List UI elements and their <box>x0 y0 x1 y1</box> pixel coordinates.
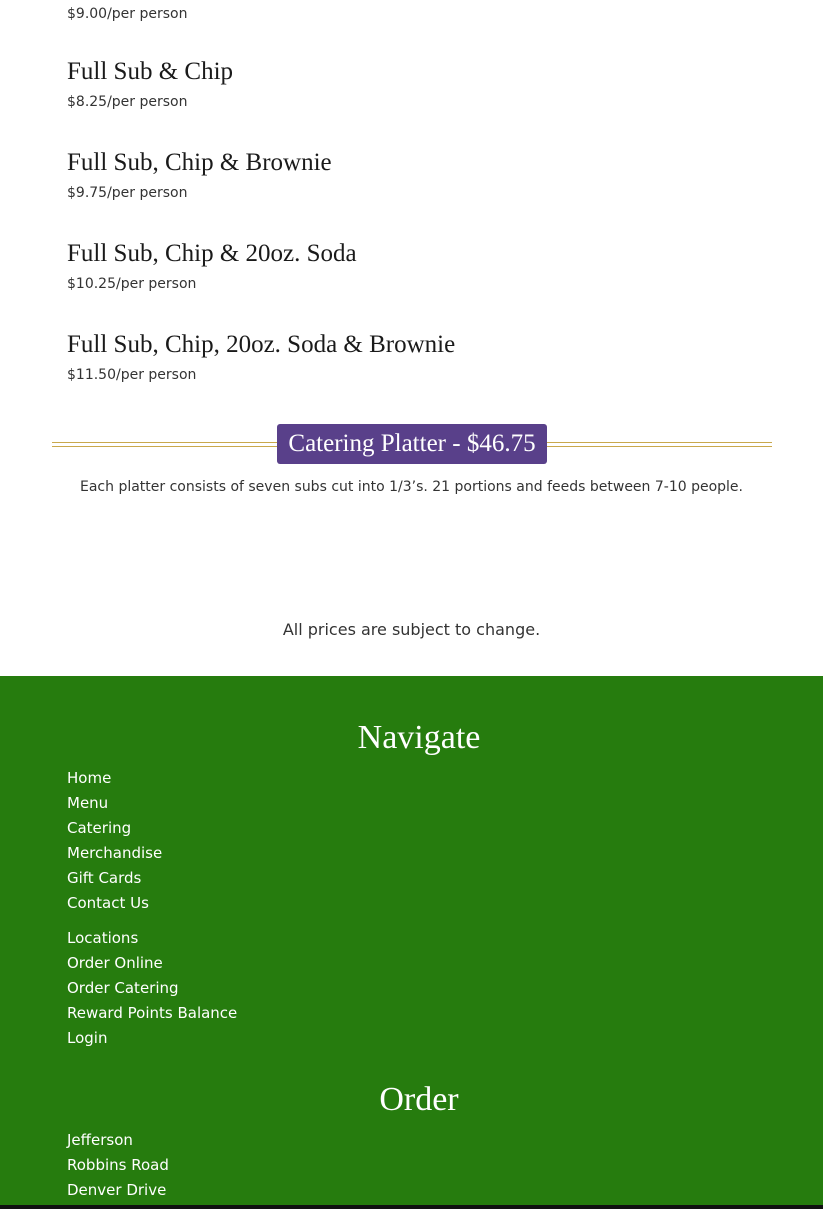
footer-link-home[interactable]: Home <box>67 769 112 787</box>
footer-link-order-catering[interactable]: Order Catering <box>67 979 179 997</box>
account-links <box>67 926 237 1051</box>
menu-item-price: $11.50/per person <box>67 367 197 383</box>
menu-item-name: Full Sub & Chip <box>67 58 234 85</box>
menu-item-price: $8.25/per person <box>67 94 188 110</box>
footer-link-locations[interactable]: Locations <box>67 929 139 947</box>
footer-link-merchandise[interactable]: Merchandise <box>67 844 163 862</box>
menu-item-name: Full Sub, Chip, 20oz. Soda & Brownie <box>67 331 456 358</box>
price-disclaimer: All prices are subject to change. <box>282 620 541 639</box>
site-footer <box>0 676 823 1205</box>
platter-description: Each platter consists of seven subs cut into 1/3’s. 21 portions and feeds between 7-10 people. <box>80 479 743 495</box>
navigate-heading: Navigate <box>357 719 481 756</box>
footer-link-denver-drive[interactable]: Denver Drive <box>67 1181 167 1199</box>
menu-item <box>67 148 332 202</box>
footer-link-login[interactable]: Login <box>67 1029 108 1047</box>
footer-link-gift-cards[interactable]: Gift Cards <box>67 869 142 887</box>
footer-link-order-online[interactable]: Order Online <box>67 954 163 972</box>
menu-item-price: $9.00/per person <box>67 6 188 22</box>
footer-link-robbins-road[interactable]: Robbins Road <box>67 1156 169 1174</box>
menu-item-price: $9.75/per person <box>67 185 188 201</box>
order-heading: Order <box>379 1081 459 1118</box>
order-links <box>67 1128 169 1203</box>
menu-item <box>67 5 188 23</box>
menu-item <box>67 330 455 384</box>
menu-item-name: Full Sub, Chip & Brownie <box>67 149 332 176</box>
platter-title: Catering Platter - $46.75 <box>277 424 547 464</box>
footer-link-jefferson[interactable]: Jefferson <box>67 1131 133 1149</box>
navigate-links <box>67 766 162 916</box>
menu-item <box>67 57 233 111</box>
menu-item <box>67 239 357 293</box>
platter-header <box>52 424 772 464</box>
footer-link-menu[interactable]: Menu <box>67 794 109 812</box>
footer-link-contact-us[interactable]: Contact Us <box>67 894 149 912</box>
menu-item-name: Full Sub, Chip & 20oz. Soda <box>67 240 357 267</box>
footer-link-catering[interactable]: Catering <box>67 819 132 837</box>
footer-bottom-bar <box>0 1205 823 1209</box>
menu-item-price: $10.25/per person <box>67 276 197 292</box>
footer-link-reward-points[interactable]: Reward Points Balance <box>67 1004 238 1022</box>
